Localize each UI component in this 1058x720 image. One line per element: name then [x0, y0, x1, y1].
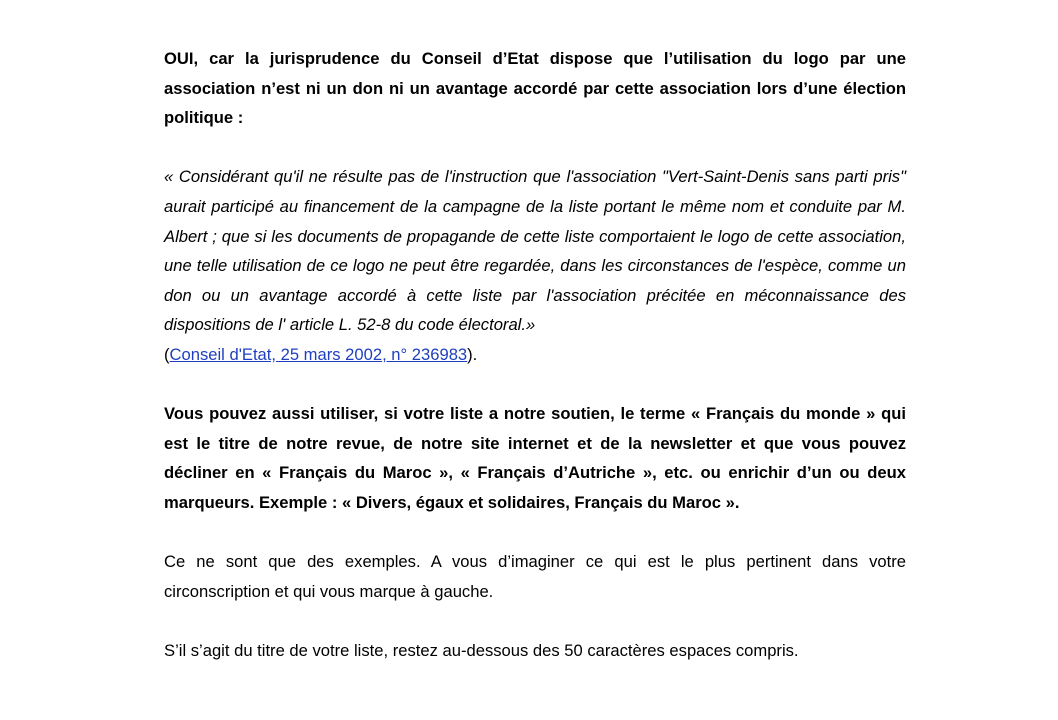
title-length-paragraph: S’il s’agit du titre de votre liste, restez au-dessous des 50 caractères espaces compris. [164, 640, 799, 660]
francais-du-monde-paragraph: Vous pouvez aussi utiliser, si votre liste a notre soutien, le terme « Français du monde » qui est le titre de notre revue, de notre site internet et de la newsletter et que vous pouvez décliner en « Français du Maroc », « Français d’Autriche », etc. ou enrichir d’un ou deux marqueurs. Exemple : « Divers, égaux et solidaires, Français du Maroc ». [164, 404, 906, 512]
examples-paragraph: Ce ne sont que des exemples. A vous d’imaginer ce qui est le plus pertinent dans votre circonscription et qui vous marque à gauche. [164, 552, 906, 601]
answer-paragraph: OUI, car la jurisprudence du Conseil d’Etat dispose que l’utilisation du logo par une association n’est ni un don ni un avantage accordé par cette association lors d’une élection politique : [164, 49, 906, 128]
citation-close-paren: ). [467, 344, 478, 364]
conseil-etat-link[interactable]: Conseil d'Etat, 25 mars 2002, n° 236983 [169, 344, 468, 364]
citation-open-paren: ( [164, 344, 170, 364]
citation-line [164, 340, 906, 370]
jurisprudence-quote: « Considérant qu'il ne résulte pas de l'instruction que l'association "Vert-Saint-Denis sans parti pris" aurait participé au financement de la campagne de la liste portant le même nom et conduite par M. Albert ; que si les documents de propagande de cette liste comportaient le logo de cette association, une telle utilisation de ce logo ne peut être regardée, dans les circonstances de l'espèce, comme un don ou un avantage accordé à cette liste par l'association précitée en méconnaissance des dispositions de l' article L. 52-8 du code électoral.» [164, 167, 906, 335]
document-page [164, 44, 906, 665]
